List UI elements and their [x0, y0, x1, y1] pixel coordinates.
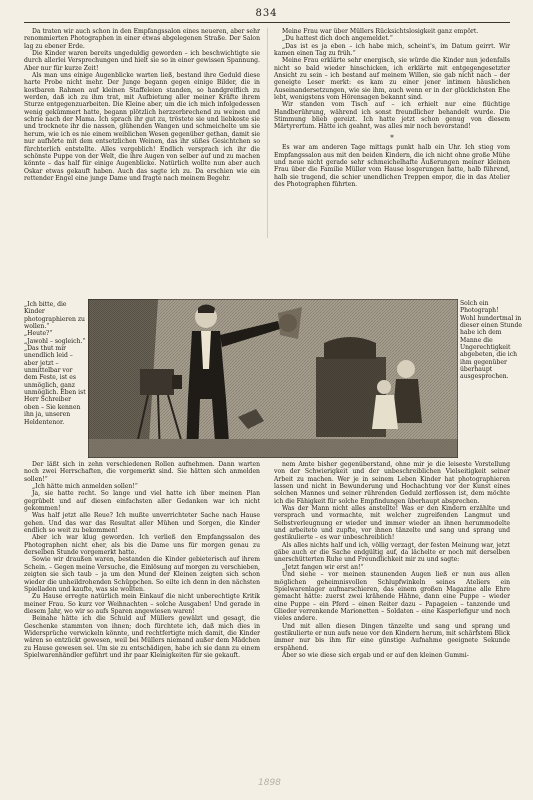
paragraph: Ja, sie hatte recht. So lange und viel hatte ich über meinen Plan gegrübelt und auf diesen einfachsten aller Gedanken war ich nicht gekommen! [24, 490, 260, 513]
engraving-illustration [88, 299, 458, 458]
paragraph: Aber ich war klug geworden. Ich verließ den Empfangssalon des Photographen nicht eher, als bis die Dame uns für morgen genau zu derselben Stunde vorgemerkt hatte. [24, 534, 260, 557]
paragraph: Als alles nichts half und ich, völlig verzagt, der festen Meinung war, jetzt gäbe auch er die Sache endgültig auf, da lächelte er noch mit derselben unerschütterten Ruhe und Freundlichkeit mir zu und sagte: [274, 541, 510, 564]
paragraph: „Ich bitte, die Kinder photographieren zu wollen.“ [24, 301, 85, 331]
paragraph: Die Kinder waren bereits ungeduldig geworden – ich beschwichtigte sie durch allerlei Versprechungen und hielt sie so in einer gewissen Spannung. Aber nur für kurze Zeit! [24, 50, 260, 72]
header-rule [24, 22, 510, 23]
narrow-right-column [460, 300, 522, 381]
left-column [24, 28, 260, 182]
paragraph: Was der Mann nicht alles anstellte! Was er den Kindern erzählte und versprach und vormachte, mit welcher zugreifenden Langmut und Selbstverleugnung er wieder und immer wieder an ihnen herummodelte und arbeitete und zupfte, vor ihnen tänzelte und sang und sprang und gestikulierte – es war unbeschreiblich! [274, 505, 510, 542]
paragraph: Als man uns einige Augenblicke warten ließ, bestand ihre Geduld diese harte Probe nicht mehr. Der Junge begann gegen einige Bilder, die in kostbaren Rahmen auf kleinen Staffeleien standen, so handgreiflich zu werden, daß ich zu ihm trat, mit Aufbietung aller meiner Kräfte ihrem Sturze entgegenzuarbeiten. Die Kleine aber, um die ich mich infolgedessen wenig gekümmert hatte, begann plötzlich herzzerbrechend zu weinen und schrie nach der Mama. Ich sprach ihr gut zu, tröstete sie und liebkoste sie und trocknete ihr die nassen, glühenden Wangen und schmeichelte um sie herum, wie ich es nie einem weiblichen Wesen gegenüber gethan, damit sie nur aufhörte mit dem entsetzlichen Weinen, das ihr süßes Gesichtchen so fürchterlich entstellte. Alles vergeblich! Endlich versprach ich ihr die schönste Puppe von der Welt, die ihre Augen von selber auf und zu machen könnte – das half für einige Augenblicke. Natürlich wollte nun aber auch Oskar etwas gekauft haben. Auch das sagte ich zu. Da erschien wie ein rettender Engel eine junge Dame und fragte nach meinem Begehr. [24, 72, 260, 182]
paragraph: „Ich hätte mich anmelden sollen!“ [32, 483, 138, 491]
photographer-studio-scene [88, 299, 458, 458]
lower-left-column [24, 461, 260, 659]
column-divider [267, 28, 268, 238]
paragraph: Solch ein Photograph! [460, 300, 499, 315]
page-number: 834 [255, 8, 278, 19]
section-separator: * [390, 133, 394, 142]
paragraph: Meine Frau erklärte sehr energisch, sie würde die Kinder nun jedenfalls nicht so bald wieder hinschicken, ich erklärte mit entgegengesetzter Ansicht zu sein – ich bestand auf meinem Willen, sie gab nicht nach – der geneigte Leser merkt: es kam zu einer jener intimen häuslichen Auseinandersetzungen, wie sie ihm, auch wenn er in der glücklichsten Ehe lebt, wenigstens vom Hörensagen bekannt sind. [274, 57, 510, 102]
paragraph: Da traten wir auch schon in den Empfangssalon eines neueren, aber sehr renommierten Photographen in einer etwas abgelegenen Straße. Der Salon lag zu ebener Erde. [24, 28, 260, 50]
paragraph: Und siehe – vor meinen staunenden Augen ließ er nun aus allen möglichen geheimnisvollen Schlupfwinkeln seines Ateliers ein Spielwarenlager aufmarschieren, das einem großen Magazine alle Ehre gemacht hätte: zuerst zwei krähende Hähne, dann eine Puppe – wieder eine Puppe – ein Pferd – einen Reiter dazu – Papageien – tanzende und Glieder verrenkende Marionetten – Soldaten – eine Kasperlefigur und noch vieles andere. [274, 571, 510, 623]
paragraph: Was half jetzt alle Reue? Ich mußte unverrichteter Sache nach Hause gehen. Und das war das Resultat aller Mühen und Sorgen, die Kinder endlich so weit zu bekommen! [24, 512, 260, 535]
paragraph: Aber so wie diese sich ergab und er auf den kleinen Gummi- [282, 651, 469, 659]
paragraph: Meine Frau war über Müllers Rücksichtslosigkeit ganz empört. [282, 28, 479, 35]
lower-right-column [274, 461, 510, 659]
paragraph: „Das ist es ja eben – ich habe mich, scheint's, im Datum geirrt. Wir kamen einen Tag zu früh.“ [274, 42, 510, 58]
paragraph: Wir standen vom Tisch auf – ich erhielt nur eine flüchtige Handberührung, während ich sonst freundlicher behandelt wurde. Die Stimmung blieb gereizt. Ich hatte jetzt schon genug von diesem Märtyrertum. Hätte ich geahnt, was alles mir noch bevorstand! [274, 101, 510, 131]
library-stamp: 1898 [258, 778, 281, 788]
narrow-left-column [24, 301, 86, 426]
paragraph: Zu Hause erregte natürlich mein Einkauf die nicht unberechtigte Kritik meiner Frau. So kurz vor Weihnachten – solche Ausgaben! Und gerade in diesem Jahr, wo wir so aufs Sparen angewiesen waren! [24, 593, 260, 615]
paragraph: „Das thut mir unendlich leid – aber jetzt – unmittelbar vor dem Feste, ist es unmöglich, ganz unmöglich. Eben ist Herr Schreiber oben – Sie kennen ihn ja, unseren Heldentenor. [24, 345, 86, 426]
paragraph: „Du hattest dich doch angemeldet.“ [282, 35, 393, 43]
paragraph: „Heute?“ [24, 330, 53, 338]
paragraph: Wohl hundertmal in dieser einen Stunde habe ich dem Manne die Ungerechtigkeit abgebeten, die ich ihm gegenüber überhaupt ausgesprochen. [460, 314, 522, 381]
paragraph: Der läßt sich in zehn verschiedenen Rollen aufnehmen. Dann warten noch zwei Herrschaften, die vorgemerkt sind. Sie hätten sich anmelden sollen!“ [24, 461, 260, 483]
paragraph: Sowie wir draußen waren, bestanden die Kinder gebieterisch auf ihrem Schein. – Gegen meine Versuche, die Einlösung auf morgen zu verschieben, zeigten sie sich taub – ja um den Mund der Kleinen zeigten sich schon wieder die unheildrohenden Schüppchen. So eilte ich denn in den nächsten Spielladen und kaufte, was sie wollten. [24, 556, 260, 593]
paragraph: „Jetzt fangen wir erst an!“ [282, 563, 364, 571]
paragraph: „Jawohl – sogleich.“ [24, 337, 86, 345]
paragraph: Es war am anderen Tage mittags punkt halb ein Uhr. Ich stieg vom Empfangssalon aus mit den beiden Kindern, die ich nicht ohne große Mühe und neue nicht gerade sehr schmeichelhafte Äußerungen meiner kleinen Frau über die Familie Müller vom Hause losgerungen hatte, halb führend, halb sie tragend, die schier unendlichen Treppen empor, die in das Atelier des Photographen führten. [274, 144, 510, 188]
paragraph: Beinahe hätte ich die Schuld auf Müllers gewälzt und gesagt, die Geschenke stammten von ihnen; doch fürchtete ich, daß mich dies in Widersprüche verwickeln könnte, und rechtfertigte mich damit, die Kinder wären so entzückt gewesen, weil bei Müllers niemand außer dem Mädchen zu Hause gewesen sei. Um sie zu entschädigen, habe ich sie dann zu einem Spielwarenhändler geführt und ihr paar Kleinigkeiten für sie gekauft. [24, 615, 260, 659]
paragraph: nem Amte bisher gegenüberstand, ohne mir je die leiseste Vorstellung von der Schwierigkeit und der unbeschreiblichen Vielseitigkeit seiner Arbeit zu machen. Wer je in seinem Leben Kinder hat photographieren lassen und nicht in Bewunderung und Hochachtung vor der Kunst eines solchen Mannes und seiner rührenden Geduld zerflossen ist, dem möchte ich die Fähigkeit für solche Empfindungen überhaupt absprechen. [274, 461, 510, 505]
paragraph: Und mit allen diesen Dingen tänzelte und sang und sprang und gestikulierte er nun aufs neue vor den Kindern herum, mit schärfstem Blick immer nur bis ihm für eine günstige Aufnahme geeignete Sekunde erspähend. [274, 622, 510, 652]
right-column [274, 28, 510, 188]
